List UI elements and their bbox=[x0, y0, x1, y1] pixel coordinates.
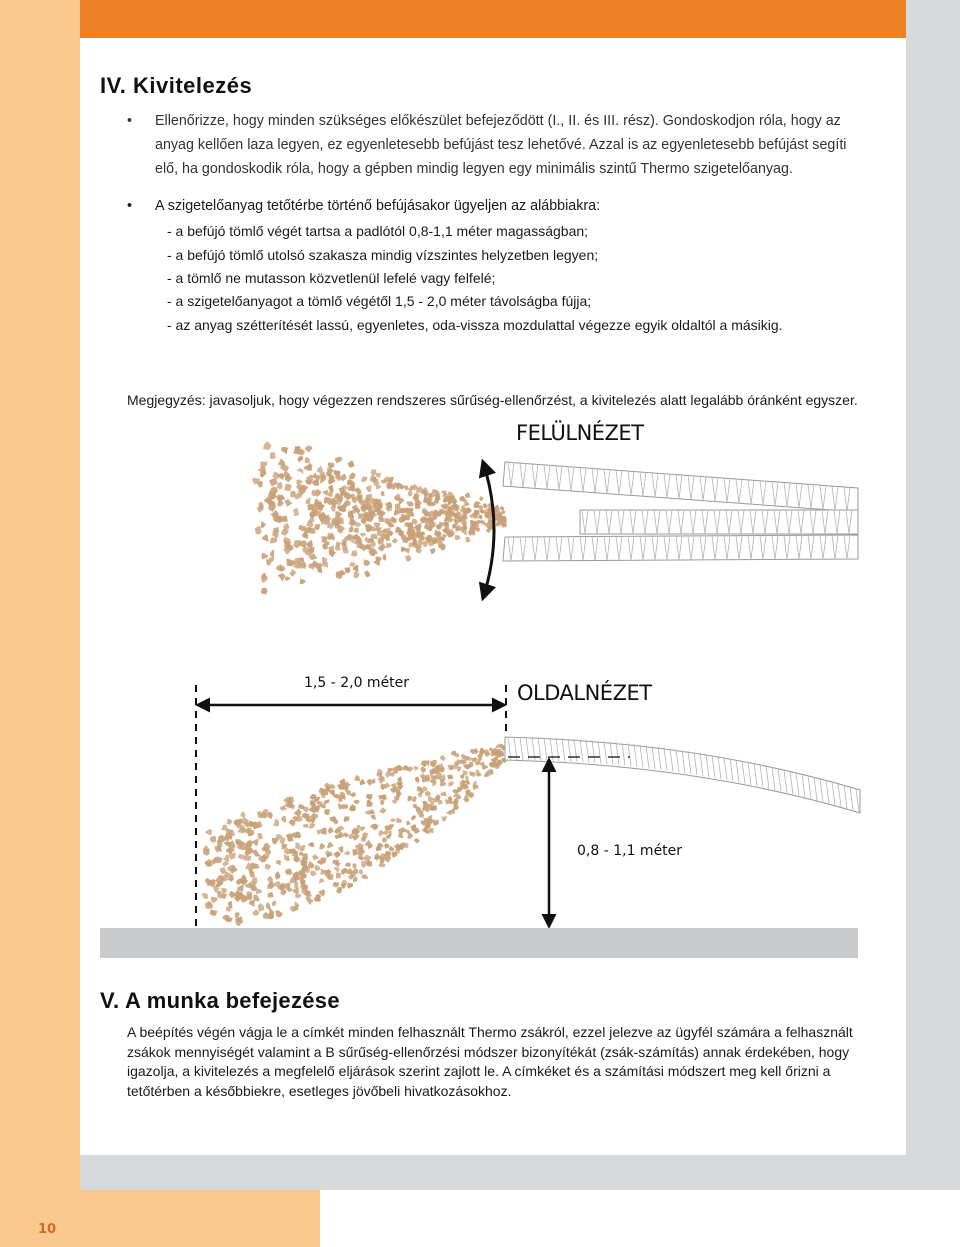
hose-top-view-upper bbox=[503, 462, 858, 512]
hose-side-view bbox=[505, 737, 860, 813]
side-view-label: OLDALNÉZET bbox=[517, 681, 652, 705]
list-item: - az anyag szétterítését lassú, egyenletes, oda-vissza mozdulattal végezze egyik oldaltól a másikig. bbox=[167, 317, 783, 333]
insulation-spray-top-view bbox=[252, 441, 507, 594]
bullet-preparation-text: Ellenőrizze, hogy minden szükséges előkészület befejeződött (I., II. és III. rész). Gondoskodjon róla, hogy az anyag kellően laza legyen, ez egyenletesebb befújást tesz lehetővé. Azzal is az egyenletesebb befújást segíti elő, ha gondoskodik róla, hogy a gépben mindig legyen egy minimális szintű Thermo szigetelőanyag. bbox=[155, 113, 847, 177]
insulation-spray-side-view bbox=[202, 743, 507, 926]
bullet-dot: • bbox=[127, 113, 133, 129]
top-view-label: FELÜLNÉZET bbox=[516, 421, 644, 445]
bullet-dot: • bbox=[127, 198, 133, 214]
density-check-note: Megjegyzés: javasoljuk, hogy végezzen rendszeres sűrűség-ellenőrzést, a kivitelezés alatt legalább óránként egyszer. bbox=[127, 392, 858, 408]
footer-tab bbox=[0, 1190, 320, 1247]
floor bbox=[100, 928, 858, 958]
distance-label: 1,5 - 2,0 méter bbox=[304, 675, 410, 691]
list-item: - a befújó tömlő végét tartsa a padlótól 0,8-1,1 méter magasságban; bbox=[167, 223, 589, 239]
section-4-title: IV. Kivitelezés bbox=[100, 73, 253, 98]
section-5-paragraph: A beépítés végén vágja le a címkét minden felhasznált Thermo zsákról, ezzel jelezve az ügyfél számára a felhasznált zsákok mennyiségét valamint a B sűrűség-ellenőrzési módszer bizonyítékát (zsák-számítás) annak érdekében, hogy igazolja, a kivitelezés a megfelelő eljárások szerint zajlott le. A címkéket és a számítási módszert meg kell őrizni a tetőtérben a későbbiekre, esetleges jövőbeli hivatkozásokhoz. bbox=[127, 1024, 853, 1099]
list-item: - a befújó tömlő utolsó szakasza mindig vízszintes helyzetben legyen; bbox=[167, 247, 599, 263]
list-item: - a tömlő ne mutasson közvetlenül lefelé vagy felfelé; bbox=[167, 270, 496, 286]
hose-top-view-straight bbox=[580, 510, 858, 534]
list-item: - a szigetelőanyagot a tömlő végétől 1,5 - 2,0 méter távolságba fújja; bbox=[167, 293, 592, 309]
page-number: 10 bbox=[38, 1222, 57, 1237]
section-5-title: V. A munka befejezése bbox=[100, 988, 340, 1013]
bullet-blowing-intro: A szigetelőanyag tetőtérbe történő befújásakor ügyeljen az alábbiakra: bbox=[155, 198, 601, 214]
hose-top-view-lower bbox=[503, 535, 858, 561]
height-label: 0,8 - 1,1 méter bbox=[577, 843, 683, 859]
footer-bar bbox=[80, 1155, 960, 1190]
